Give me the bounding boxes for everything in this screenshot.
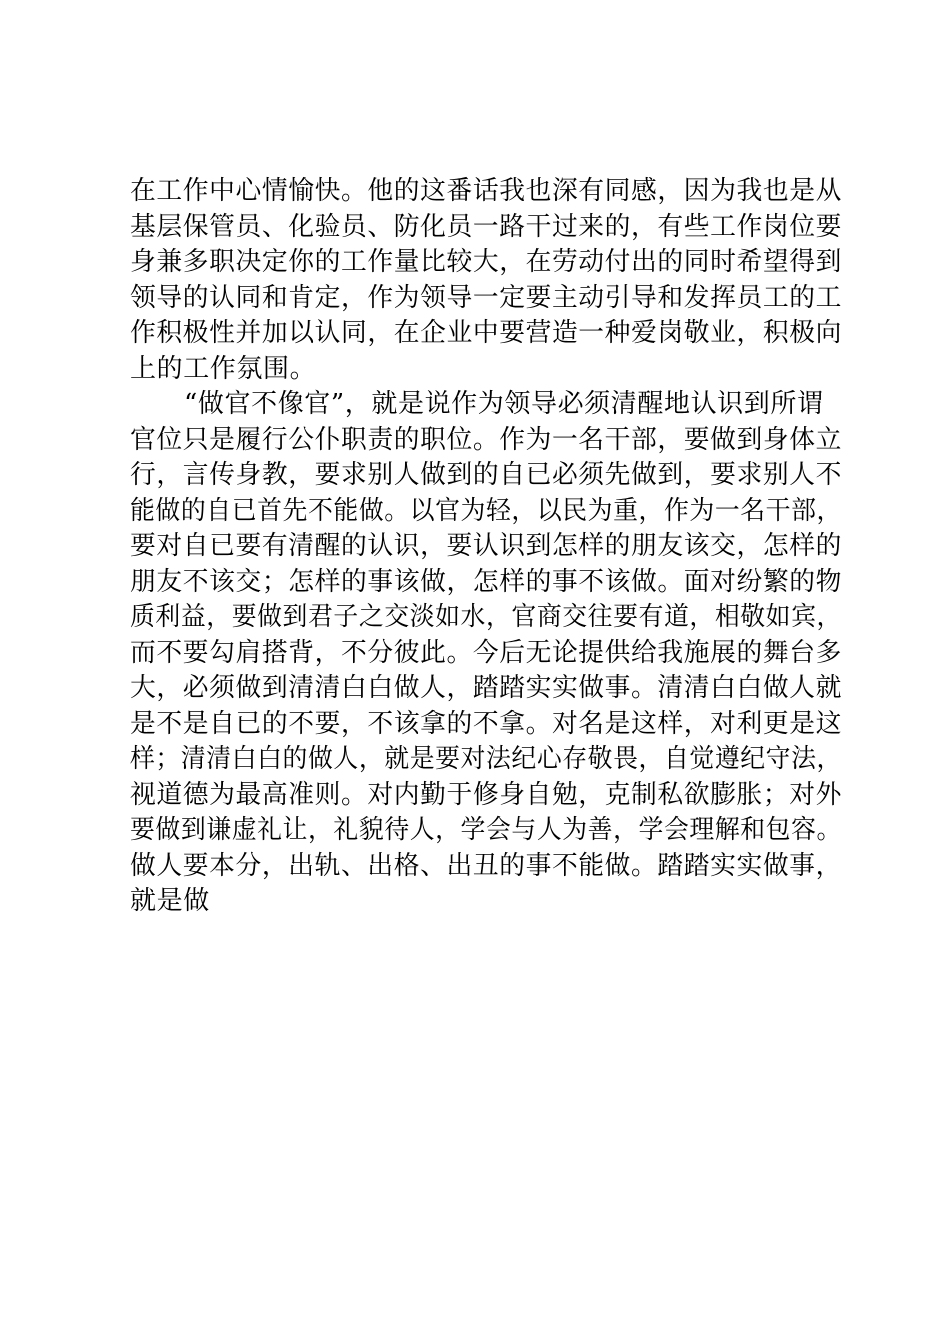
text-line: 领导的认同和肯定，作为领导一定要主动引导和发挥员工的工 [130,282,843,313]
paragraph-1 [130,174,843,387]
text-line: 在工作中心情愉快。他的这番话我也深有同感，因为我也是从 [130,176,843,206]
text-line: 样；清清白白的做人，就是要对法纪心存敬畏，自觉遵纪守法， [130,744,842,774]
text-line: 大，必须做到清清白白做人，踏踏实实做事。清清白白做人就 [130,673,843,703]
text-line: 官位只是履行公仆职责的职位。作为一名干部，要做到身体立 [130,424,843,455]
text-line: 能做的自已首先不能做。以官为轻，以民为重，作为一名干部， [130,495,842,526]
text-line: 上的工作氛围。 [130,353,317,384]
text-line: 要对自已要有清醒的认识，要认识到怎样的朋友该交，怎样的 [130,531,843,561]
text-line: 质利益，要做到君子之交淡如水，官商交往要有道，相敬如宾， [130,602,842,632]
text-line: 就是做 [130,886,210,916]
text-line: 朋友不该交；怎样的事该做，怎样的事不该做。面对纷繁的物 [130,566,843,597]
text-line-first: “做官不像官”，就是说作为领导必须清醒地认识到所谓 [184,389,824,419]
text-line: 视道德为最高准则。对内勤于修身自勉，克制私欲膨胀；对外 [130,779,843,810]
text-line: 基层保管员、化验员、防化员一路干过来的，有些工作岗位要 [130,211,843,242]
text-line: 行，言传身教，要求别人做到的自已必须先做到，要求别人不 [130,460,843,490]
text-line: 作积极性并加以认同，在企业中要营造一种爱岗敬业，积极向 [130,318,843,348]
body-text [130,174,843,920]
text-line: 而不要勾肩搭背，不分彼此。今后无论提供给我施展的舞台多 [130,637,843,668]
text-line: 身兼多职决定你的工作量比较大，在劳动付出的同时希望得到 [130,247,843,277]
paragraph-2 [130,387,843,920]
text-line: 要做到谦虚礼让，礼貌待人，学会与人为善，学会理解和包容。 [130,815,842,845]
text-line: 做人要本分，出轨、出格、出丑的事不能做。踏踏实实做事， [130,850,843,881]
text-line: 是不是自已的不要，不该拿的不拿。对名是这样，对利更是这 [130,708,843,739]
